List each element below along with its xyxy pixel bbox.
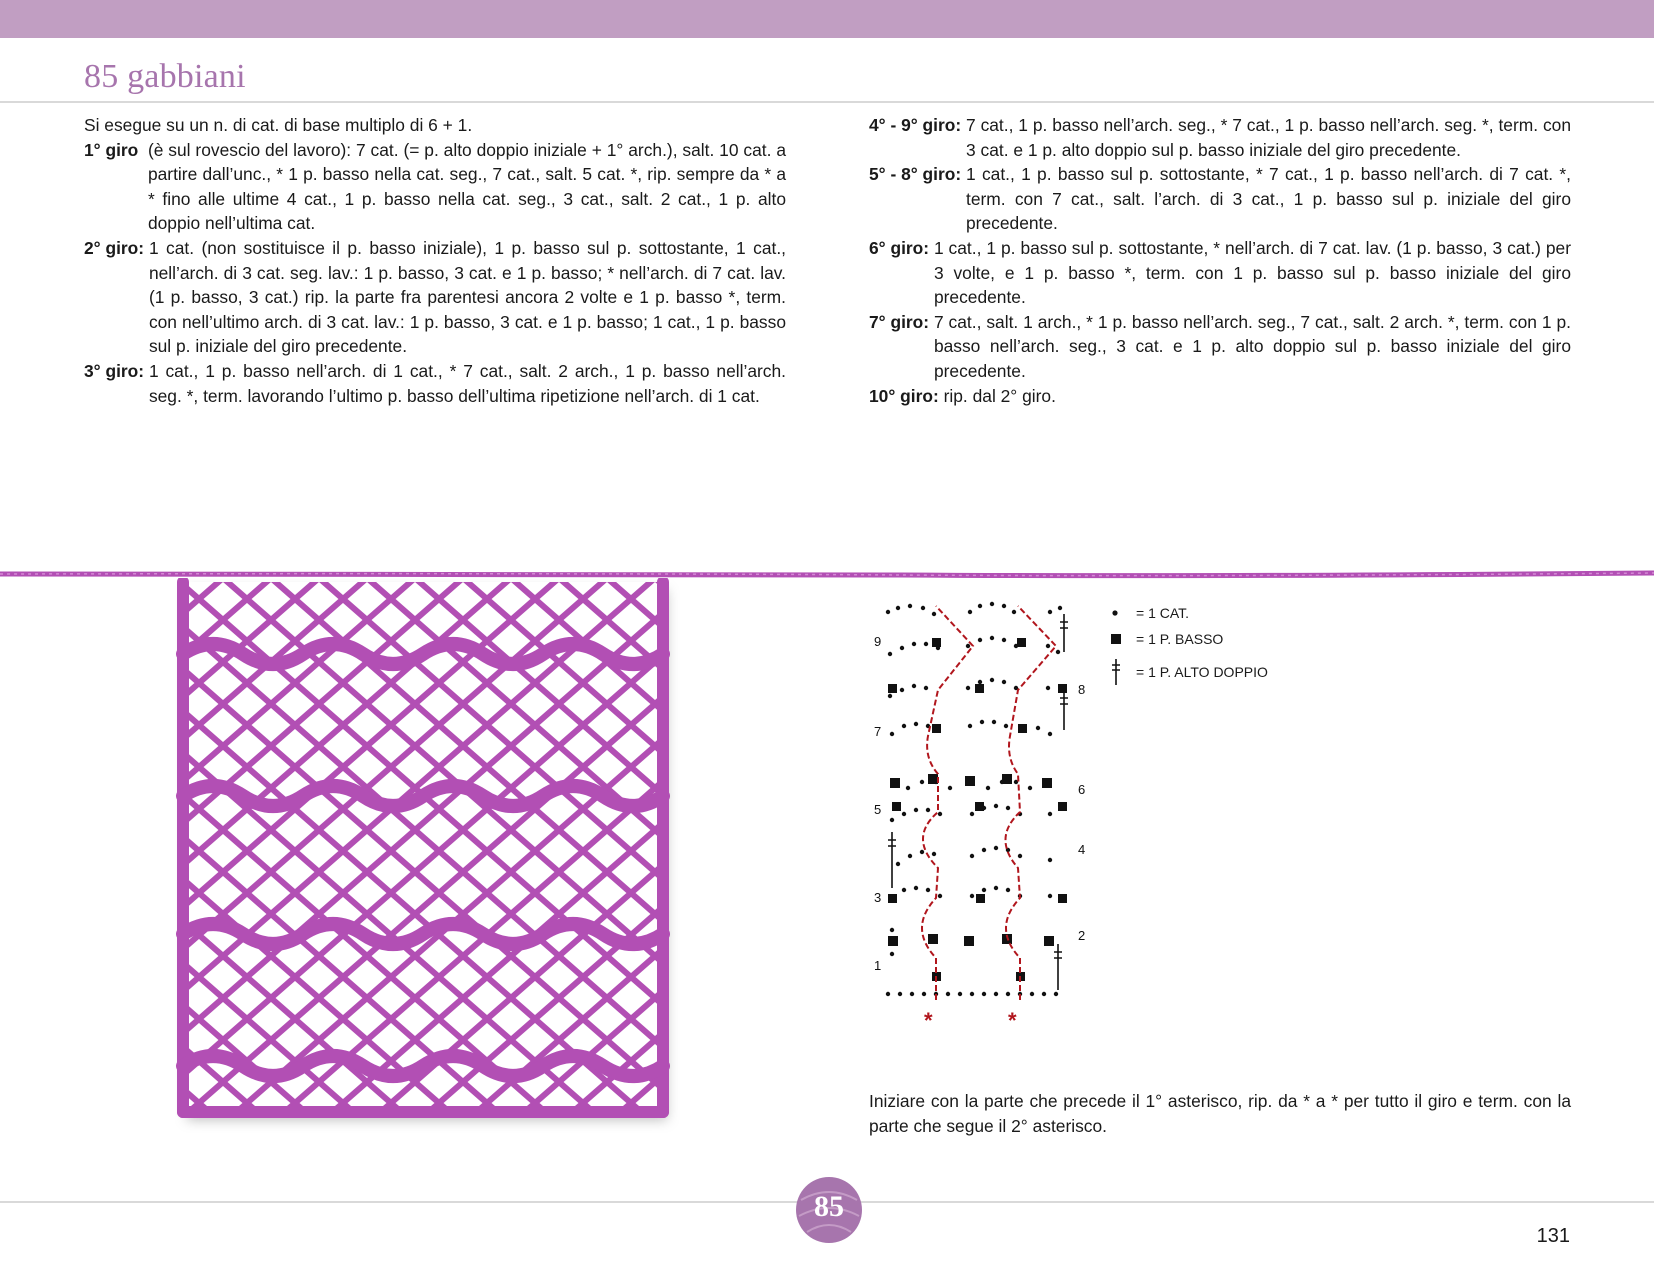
pattern-number-badge: 85 <box>814 1190 844 1223</box>
round-step <box>84 359 786 408</box>
single-crochet-square-icon <box>1110 633 1136 645</box>
chain-row-top <box>886 602 1062 616</box>
round-text: rip. dal 2° giro. <box>943 385 1056 406</box>
legend-double-treble-label: = 1 P. ALTO DOPPIO <box>1136 664 1268 680</box>
round-text: 7 cat., salt. 1 arch., * 1 p. basso nell’arch. seg., 7 cat., salt. 2 arch. *, term. con 1 p. basso nell’arch. seg., 3 cat. e 1 p. alto doppio sul p. basso iniziale del giro precedente. <box>933 311 1571 381</box>
title-divider <box>0 101 1654 103</box>
chain-row <box>888 678 1050 698</box>
round-text: 1 cat. (non sostituisce il p. basso iniziale), 1 p. basso sul p. sottostante, 1 cat., nell’arch. di 3 cat. seg. lav.: 1 p. basso, 3 cat. e 1 p. basso; * nell’arch. di 7 cat. lav. (1 p. basso, 3 cat.) rip. la parte fra parentesi ancora 2 volte e 1 p. basso *, term. con nell’ultimo arch. di 3 cat. lav.: 1 p. basso, 3 cat. e 1 p. basso; 1 cat., 1 p. basso sul p. iniziale del giro precedente. <box>148 237 786 357</box>
round-step <box>84 236 786 359</box>
chain-row <box>890 804 1052 822</box>
chain-dot-icon <box>1110 608 1136 618</box>
row-number: 1 <box>874 958 882 973</box>
round-text: 7 cat., 1 p. basso nell’arch. seg., * 7 cat., 1 p. basso nell’arch. seg. *, term. con 3 cat. e 1 p. alto doppio sul p. basso iniziale del giro precedente. <box>966 115 1571 160</box>
legend-double-treble <box>1110 652 1268 692</box>
row-number: 2 <box>1078 928 1086 943</box>
instructions-left-column <box>84 113 786 408</box>
row-number: 9 <box>874 634 882 649</box>
row-number: 3 <box>874 890 882 905</box>
round-text: (è sul rovescio del lavoro): 7 cat. (= p. alto doppio iniziale + 1° arch.), salt. 10 cat. a partire dall’unc., * 1 p. basso nella cat. seg., 7 cat., salt. 5 cat. *, rip. sempre da * a * fino alle ultime 4 cat., 1 p. basso nella cat. seg., 3 cat., salt. 2 cat., 1 p. alto doppio nell’ultima cat. <box>147 139 786 234</box>
diagram-legend <box>1110 600 1268 692</box>
page-number: 131 <box>1536 1225 1570 1247</box>
row-number: 5 <box>874 802 882 817</box>
repeat-end-asterisk: * <box>1008 1008 1017 1033</box>
round-label: 3° giro: <box>84 360 149 381</box>
round-label: 7° giro: <box>869 311 934 332</box>
round-text: 1 cat., 1 p. basso sul p. sottostante, * nell’arch. di 7 cat. lav. (1 p. basso, 3 cat.) per 3 volte, e 1 p. basso *, term. con 1 p. basso sul p. basso iniziale del giro precedente. <box>933 237 1571 308</box>
double-treble-icon <box>1110 657 1136 687</box>
legend-single-label: = 1 P. BASSO <box>1136 631 1224 647</box>
crochet-swatch-photo <box>175 578 680 1133</box>
round-label: 6° giro: <box>869 237 934 258</box>
round-step <box>84 138 786 236</box>
round-label: 5° - 8° giro: <box>869 164 967 185</box>
round-step <box>869 113 1571 162</box>
row-number: 8 <box>1078 682 1086 697</box>
round-step <box>869 236 1571 310</box>
round-text: 1 cat., 1 p. basso sul p. sottostante, * 7 cat., 1 p. basso nell’arch. di 7 cat. *, term. con 7 cat., salt. l’arch. di 3 cat., 1 p. basso sul p. iniziale del giro precedente. <box>966 164 1571 234</box>
top-color-band <box>0 0 1654 38</box>
page-title: 85 gabbiani <box>84 58 246 95</box>
round-label: 1° giro <box>84 139 148 160</box>
round-label: 2° giro: <box>84 237 149 258</box>
chain-row <box>890 886 1052 900</box>
round-step <box>869 384 1571 409</box>
row-number: 4 <box>1078 842 1086 857</box>
legend-chain <box>1110 600 1268 626</box>
chain-row <box>896 846 1052 866</box>
chain-row <box>890 720 1052 736</box>
round-text: 1 cat., 1 p. basso nell’arch. di 1 cat., * 7 cat., salt. 2 arch., 1 p. basso nell’arch. seg. *, term. lavorando l’ultimo p. basso dell’ultima ripetizione nell’arch. di 1 cat. <box>148 360 786 406</box>
round-label: 4° - 9° giro: <box>869 115 967 135</box>
round-label: 10° giro: <box>869 385 944 406</box>
legend-single <box>1110 626 1268 652</box>
row-number: 6 <box>1078 782 1086 797</box>
instructions-right-column <box>869 113 1571 408</box>
legend-chain-label: = 1 CAT. <box>1136 605 1190 621</box>
diagram-note: Iniziare con la parte che precede il 1° asterisco, rip. da * a * per tutto il giro e term. con la parte che segue il 2° asterisco. <box>869 1091 1571 1136</box>
round-step <box>869 310 1571 384</box>
row-number: 7 <box>874 724 882 739</box>
intro-text: Si esegue su un n. di cat. di base multiplo di 6 + 1. <box>84 115 473 135</box>
round-step <box>869 162 1571 236</box>
repeat-start-asterisk: * <box>924 1008 933 1033</box>
